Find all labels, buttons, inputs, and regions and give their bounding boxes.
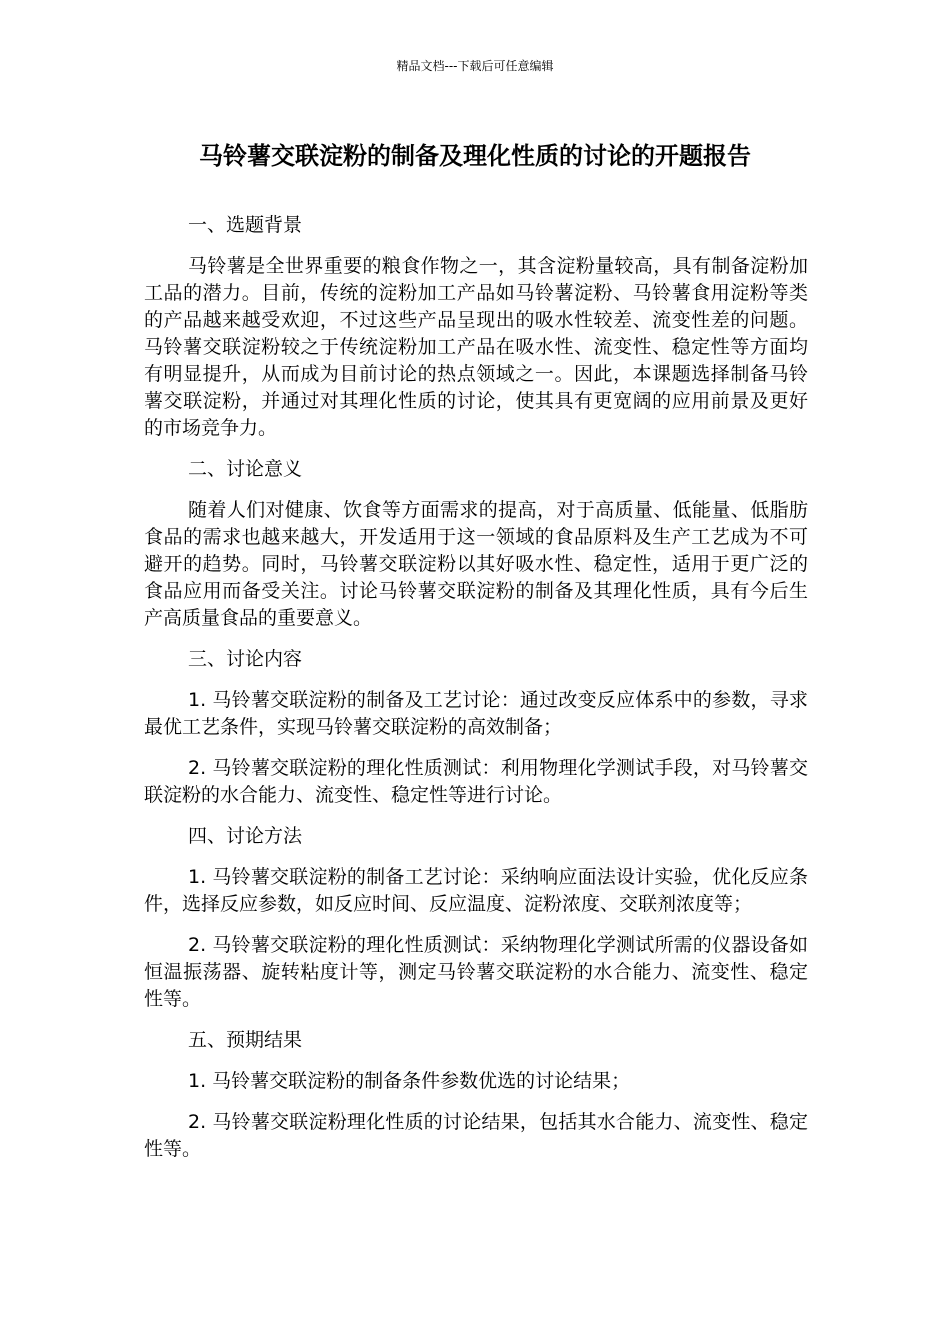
paragraph: 随着人们对健康、饮食等方面需求的提高，对于高质量、低能量、低脂肪食品的需求也越来越大，开发适用于这一领域的食品原料及生产工艺成为不可避开的趋势。同时，马铃薯交联淀粉以其好吸水性、稳定性，适用于更广泛的食品应用而备受关注。讨论马铃薯交联淀粉的制备及其理化性质，具有今后生产高质量食品的重要意义。 [144, 499, 808, 629]
document-body [144, 212, 808, 1177]
list-item: 2. 马铃薯交联淀粉的理化性质测试：利用物理化学测试手段，对马铃薯交联淀粉的水合能力、流变性、稳定性等进行讨论。 [144, 757, 808, 806]
section-heading: 二、讨论意义 [188, 458, 303, 480]
section-content [144, 646, 808, 809]
section-heading: 五、预期结果 [188, 1029, 303, 1051]
paragraph: 马铃薯是全世界重要的粮食作物之一，其含淀粉量较高，具有制备淀粉加工品的潜力。目前，传统的淀粉加工产品如马铃薯淀粉、马铃薯食用淀粉等类的产品越来越受欢迎，不过这些产品呈现出的吸水性较差、流变性差的问题。马铃薯交联淀粉较之于传统淀粉加工产品在吸水性、流变性、稳定性等方面均有明显提升，从而成为目前讨论的热点领域之一。因此，本课题选择制备马铃薯交联淀粉，并通过对其理化性质的讨论，使其具有更宽阔的应用前景及更好的市场竞争力。 [144, 255, 808, 439]
list-item: 2. 马铃薯交联淀粉的理化性质测试：采纳物理化学测试所需的仪器设备如恒温振荡器、旋转粘度计等，测定马铃薯交联淀粉的水合能力、流变性、稳定性等。 [144, 934, 808, 1010]
section-heading: 三、讨论内容 [188, 648, 303, 670]
section-expected-results [144, 1027, 808, 1163]
section-heading: 一、选题背景 [188, 214, 303, 236]
list-item: 1. 马铃薯交联淀粉的制备及工艺讨论：通过改变反应体系中的参数，寻求最优工艺条件，实现马铃薯交联淀粉的高效制备； [144, 689, 808, 738]
list-item: 2. 马铃薯交联淀粉理化性质的讨论结果，包括其水合能力、流变性、稳定性等。 [144, 1111, 808, 1160]
list-item: 1. 马铃薯交联淀粉的制备工艺讨论：采纳响应面法设计实验，优化反应条件，选择反应参数，如反应时间、反应温度、淀粉浓度、交联剂浓度等； [144, 866, 808, 915]
page-header: 精品文档---下载后可任意编辑 [396, 59, 554, 73]
section-heading: 四、讨论方法 [188, 825, 303, 847]
section-background [144, 212, 808, 442]
document-title: 马铃薯交联淀粉的制备及理化性质的讨论的开题报告 [199, 142, 751, 170]
list-item: 1. 马铃薯交联淀粉的制备条件参数优选的讨论结果； [188, 1070, 631, 1092]
section-methods [144, 823, 808, 1013]
section-significance [144, 456, 808, 632]
